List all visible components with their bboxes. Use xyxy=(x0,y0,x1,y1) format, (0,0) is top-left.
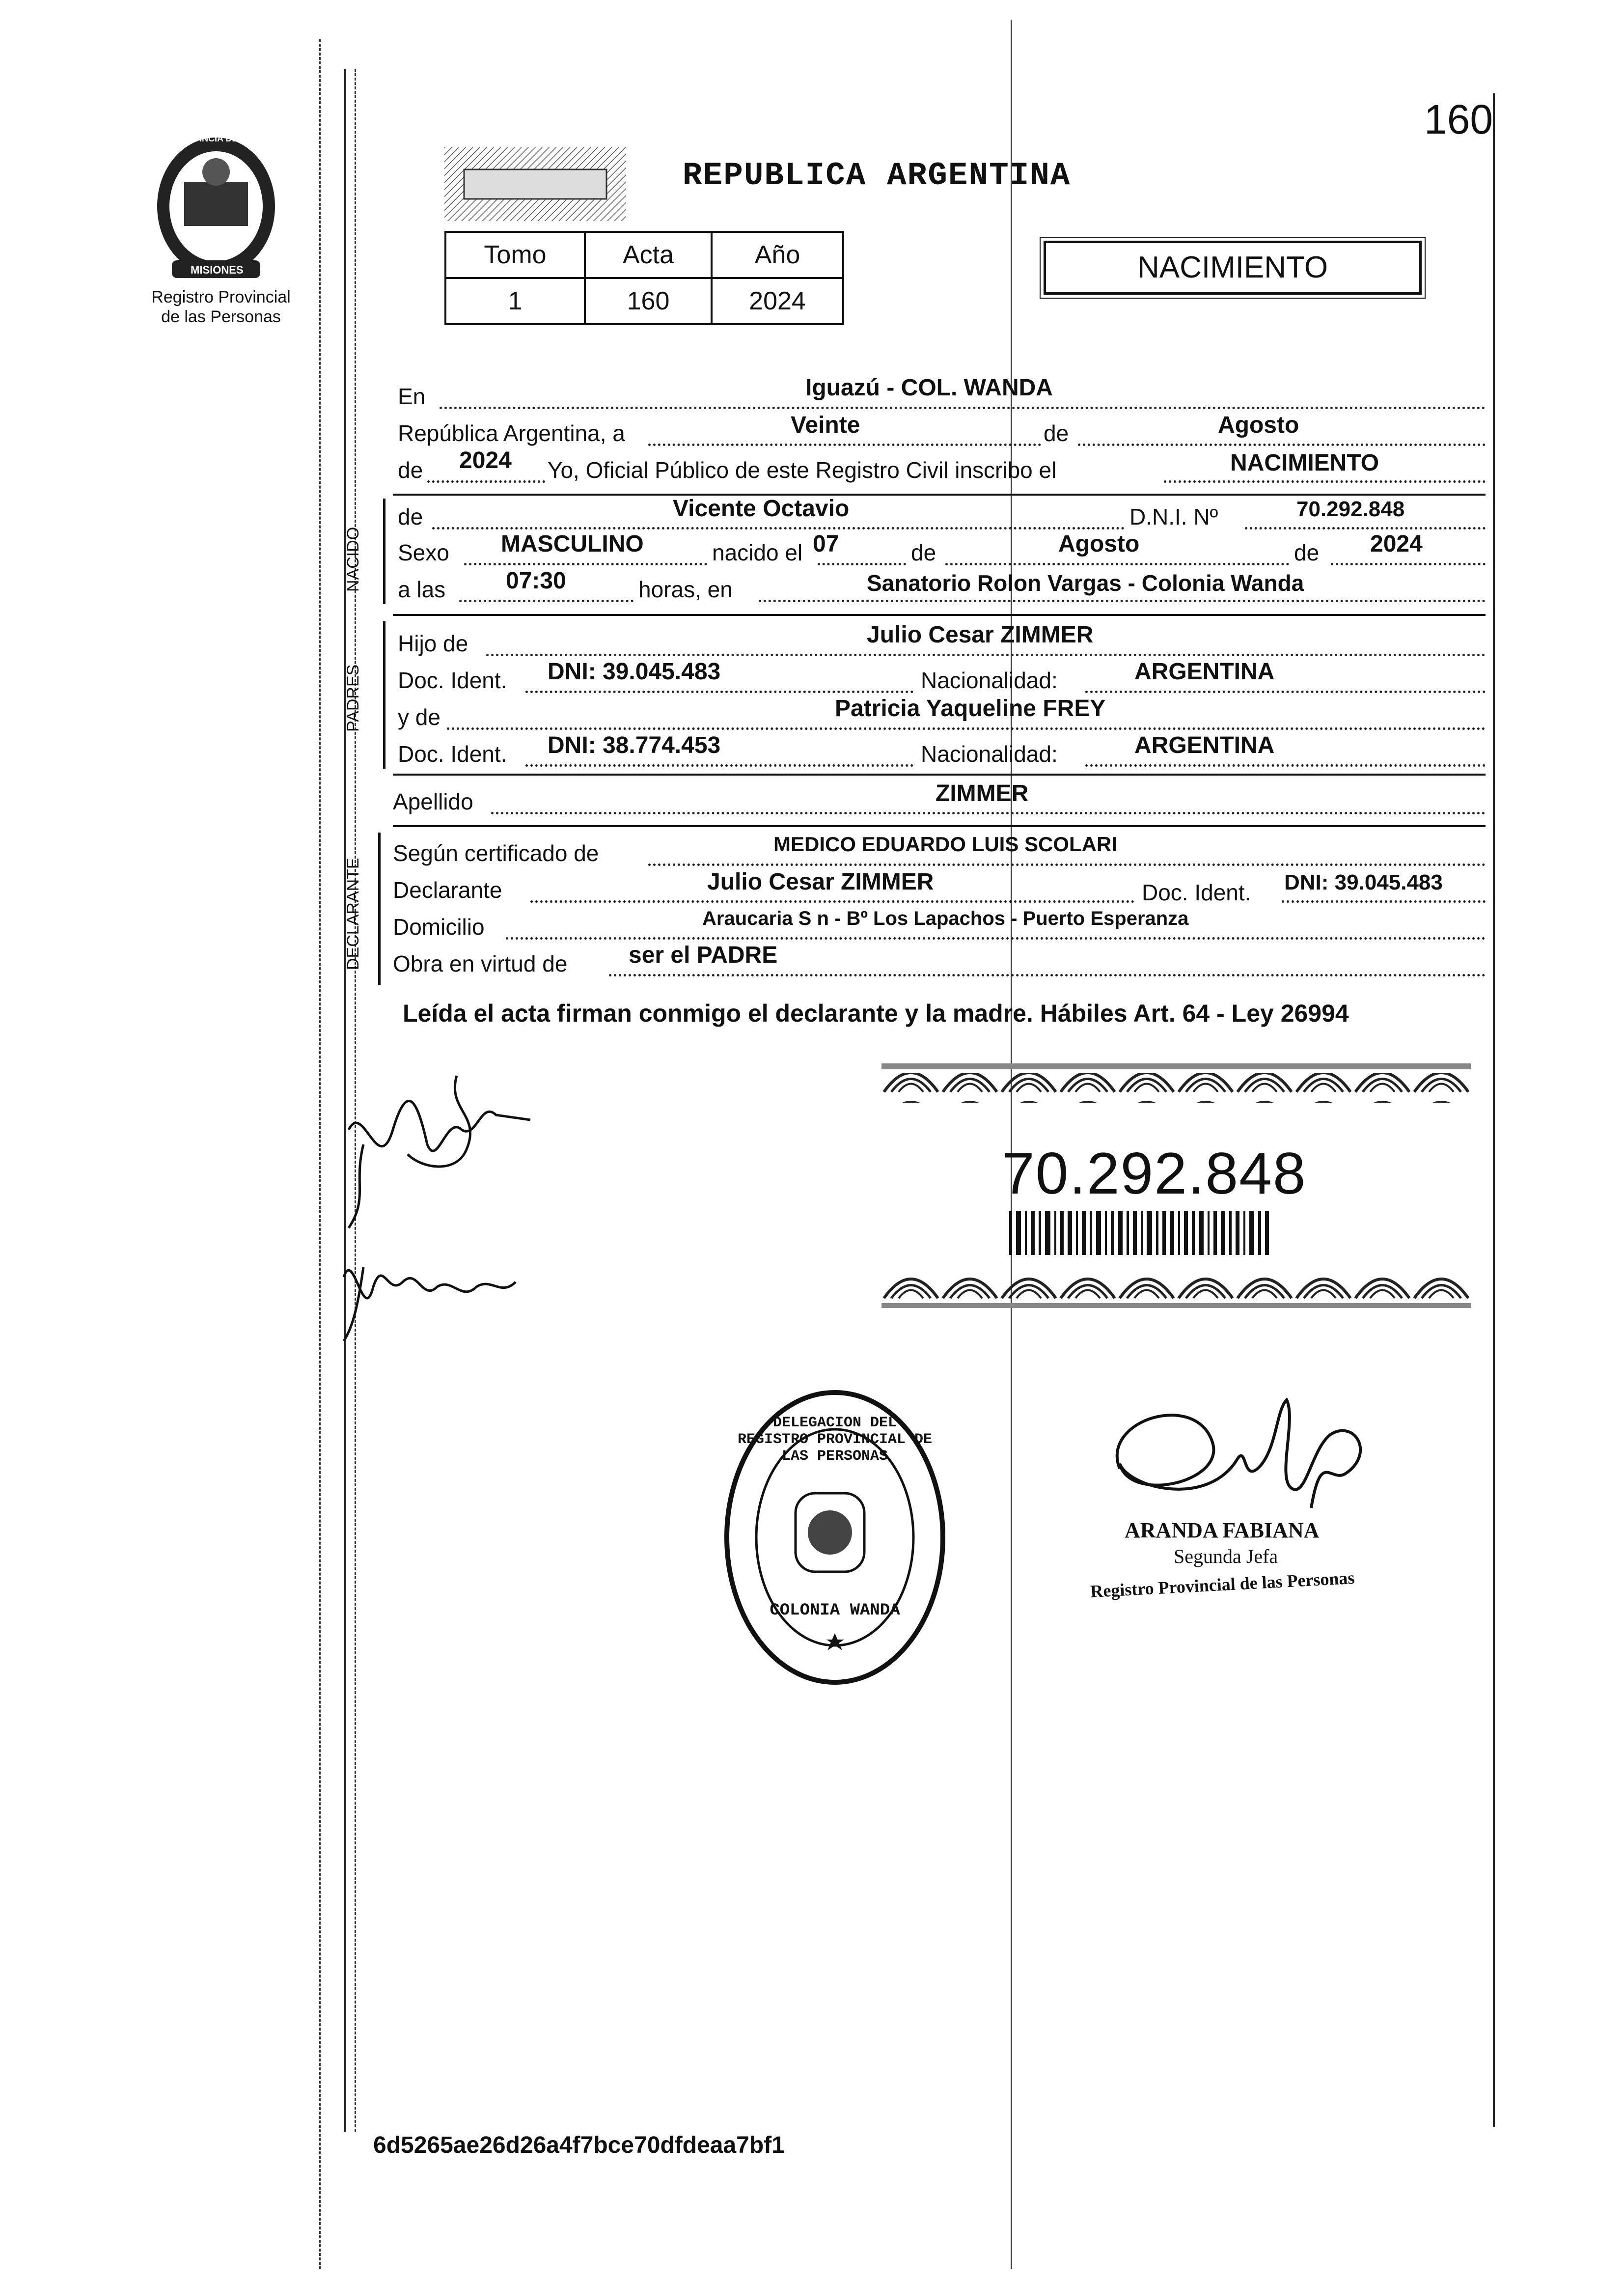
nacido-el-label: nacido el xyxy=(712,540,803,565)
dots xyxy=(525,691,913,693)
dots xyxy=(427,480,545,483)
table-header-tomo: Tomo xyxy=(445,232,585,278)
mother-nat-label: Nacionalidad: xyxy=(921,741,1058,767)
dots xyxy=(1282,900,1486,903)
dots xyxy=(818,563,906,565)
stamp-ring-text: DELEGACION DEL REGISTRO PROVINCIAL DE LAS PERSONAS xyxy=(737,1415,933,1465)
closing-statement: Leída el acta firman conmigo el declarante y la madre. Hábiles Art. 64 - Ley 26994 xyxy=(403,1000,1349,1027)
dots xyxy=(759,600,1486,602)
declarante-doc-label: Doc. Ident. xyxy=(1142,880,1251,905)
en-label: En xyxy=(398,384,426,409)
separator xyxy=(393,494,1486,496)
month-value: Agosto xyxy=(1218,412,1299,438)
dots xyxy=(648,444,1041,446)
document-title: REPUBLICA ARGENTINA xyxy=(683,157,1071,194)
registry-table xyxy=(444,231,844,325)
de-label-2: de xyxy=(911,540,936,565)
padres-side-label: PADRES xyxy=(344,664,362,732)
mother-doc-label: Doc. Ident. xyxy=(398,741,507,767)
dots xyxy=(525,764,913,767)
declarant-signature-icon xyxy=(334,1071,540,1346)
document-type-box: NACIMIENTO xyxy=(1044,241,1422,295)
obra-value: ser el PADRE xyxy=(629,942,778,968)
place-value: Iguazú - COL. WANDA xyxy=(805,375,1053,401)
table-value-ano: 2024 xyxy=(712,278,843,324)
sexo-value: MASCULINO xyxy=(501,531,644,557)
declarante-doc-value: DNI: 39.045.483 xyxy=(1284,870,1443,894)
dots xyxy=(1078,444,1486,446)
logo-seal-top: PROVINCIA DE xyxy=(174,134,238,143)
father-doc-label: Doc. Ident. xyxy=(398,668,507,693)
apellido-label: Apellido xyxy=(393,789,473,814)
mother-name-value: Patricia Yaqueline FREY xyxy=(835,696,1106,722)
official-signature-icon xyxy=(1100,1390,1414,1537)
declarante-bracket xyxy=(378,833,381,985)
declarante-side-label: DECLARANTE xyxy=(344,858,362,970)
act-type-value: NACIMIENTO xyxy=(1230,450,1379,476)
father-doc-value: DNI: 39.045.483 xyxy=(548,659,721,685)
nacido-bracket xyxy=(383,499,385,604)
logo-caption xyxy=(123,287,319,327)
dots xyxy=(648,863,1486,866)
dots xyxy=(486,654,1486,656)
domicilio-value: Araucaria S n - Bº Los Lapachos - Puerto Esperanza xyxy=(702,908,1189,929)
dots xyxy=(459,600,633,602)
dots xyxy=(447,727,1486,730)
de-year-label: de xyxy=(398,457,423,483)
official-role: Segunda Jefa xyxy=(1174,1545,1278,1567)
birth-day-value: 07 xyxy=(813,531,839,557)
father-name-value: Julio Cesar ZIMMER xyxy=(867,622,1094,648)
child-dni-value: 70.292.848 xyxy=(1296,497,1405,521)
nacido-de-label: de xyxy=(398,504,423,529)
sexo-label: Sexo xyxy=(398,540,449,565)
y-de-label: y de xyxy=(398,704,440,730)
stamp-inner-text: COLONIA WANDA xyxy=(770,1601,900,1620)
de-label-3: de xyxy=(1294,540,1320,565)
dots xyxy=(1085,691,1486,693)
security-stamp-icon xyxy=(444,147,626,221)
horas-label: horas, en xyxy=(638,577,733,602)
logo-seal-bottom: MISIONES xyxy=(191,264,244,276)
dots xyxy=(440,407,1486,409)
a-las-label: a las xyxy=(398,577,446,602)
separator xyxy=(393,614,1486,616)
signatures xyxy=(334,1071,540,1346)
logo-caption-line1: Registro Provincial xyxy=(151,288,291,306)
father-nat-value: ARGENTINA xyxy=(1134,659,1275,685)
birth-year-value: 2024 xyxy=(1370,531,1423,557)
dni-label: D.N.I. Nº xyxy=(1129,504,1218,529)
mother-doc-value: DNI: 38.774.453 xyxy=(548,732,721,758)
year-value: 2024 xyxy=(459,447,512,473)
dots xyxy=(1331,563,1486,565)
dots xyxy=(432,527,1125,529)
father-nat-label: Nacionalidad: xyxy=(921,668,1058,693)
birth-place-value: Sanatorio Rolon Vargas - Colonia Wanda xyxy=(867,570,1304,596)
yo-text: Yo, Oficial Público de este Registro Civil inscribo el xyxy=(548,457,1057,483)
dots xyxy=(464,563,707,565)
day-value: Veinte xyxy=(791,412,860,438)
barcode-number: 70.292.848 xyxy=(1002,1141,1307,1206)
logo-caption-line2: de las Personas xyxy=(161,307,281,326)
official-name: ARANDA FABIANA xyxy=(1125,1518,1320,1542)
table-header-ano: Año xyxy=(712,232,843,278)
hijo-de-label: Hijo de xyxy=(398,631,468,656)
padres-bracket xyxy=(383,621,385,769)
dots xyxy=(506,937,1486,940)
child-name-value: Vicente Octavio xyxy=(673,496,850,522)
table-value-acta: 160 xyxy=(585,278,712,324)
separator xyxy=(393,774,1486,776)
dots xyxy=(1085,764,1486,767)
domicilio-label: Domicilio xyxy=(393,914,485,940)
document-hash: 6d5265ae26d26a4f7bce70dfdeaa7bf1 xyxy=(373,2132,785,2158)
birth-month-value: Agosto xyxy=(1058,531,1140,557)
page-edge-line xyxy=(1493,93,1495,2127)
table-value-tomo: 1 xyxy=(445,278,585,324)
dots xyxy=(491,812,1486,814)
de-label: de xyxy=(1044,420,1069,446)
dots xyxy=(945,563,1289,565)
separator xyxy=(393,825,1486,827)
dots xyxy=(530,900,1134,903)
declarante-label: Declarante xyxy=(393,877,502,903)
cert-label: Según certificado de xyxy=(393,840,599,866)
dots xyxy=(609,974,1486,976)
apellido-value: ZIMMER xyxy=(936,780,1029,807)
page-number: 160 xyxy=(1424,96,1493,142)
coat-of-arms-icon xyxy=(142,128,290,285)
birth-time-value: 07:30 xyxy=(506,568,566,594)
dots xyxy=(1164,480,1486,483)
republica-label: República Argentina, a xyxy=(398,420,625,446)
declarante-name-value: Julio Cesar ZIMMER xyxy=(707,869,934,895)
cert-value: MEDICO EDUARDO LUIS SCOLARI xyxy=(773,833,1118,856)
dots xyxy=(1245,527,1486,529)
table-header-acta: Acta xyxy=(585,232,712,278)
obra-label: Obra en virtud de xyxy=(393,951,568,976)
fold-line-left xyxy=(319,39,321,2269)
nacido-side-label: NACIDO xyxy=(344,527,362,592)
official-office: Registro Provincial de las Personas xyxy=(1090,1567,1355,1602)
mother-nat-value: ARGENTINA xyxy=(1134,732,1275,758)
